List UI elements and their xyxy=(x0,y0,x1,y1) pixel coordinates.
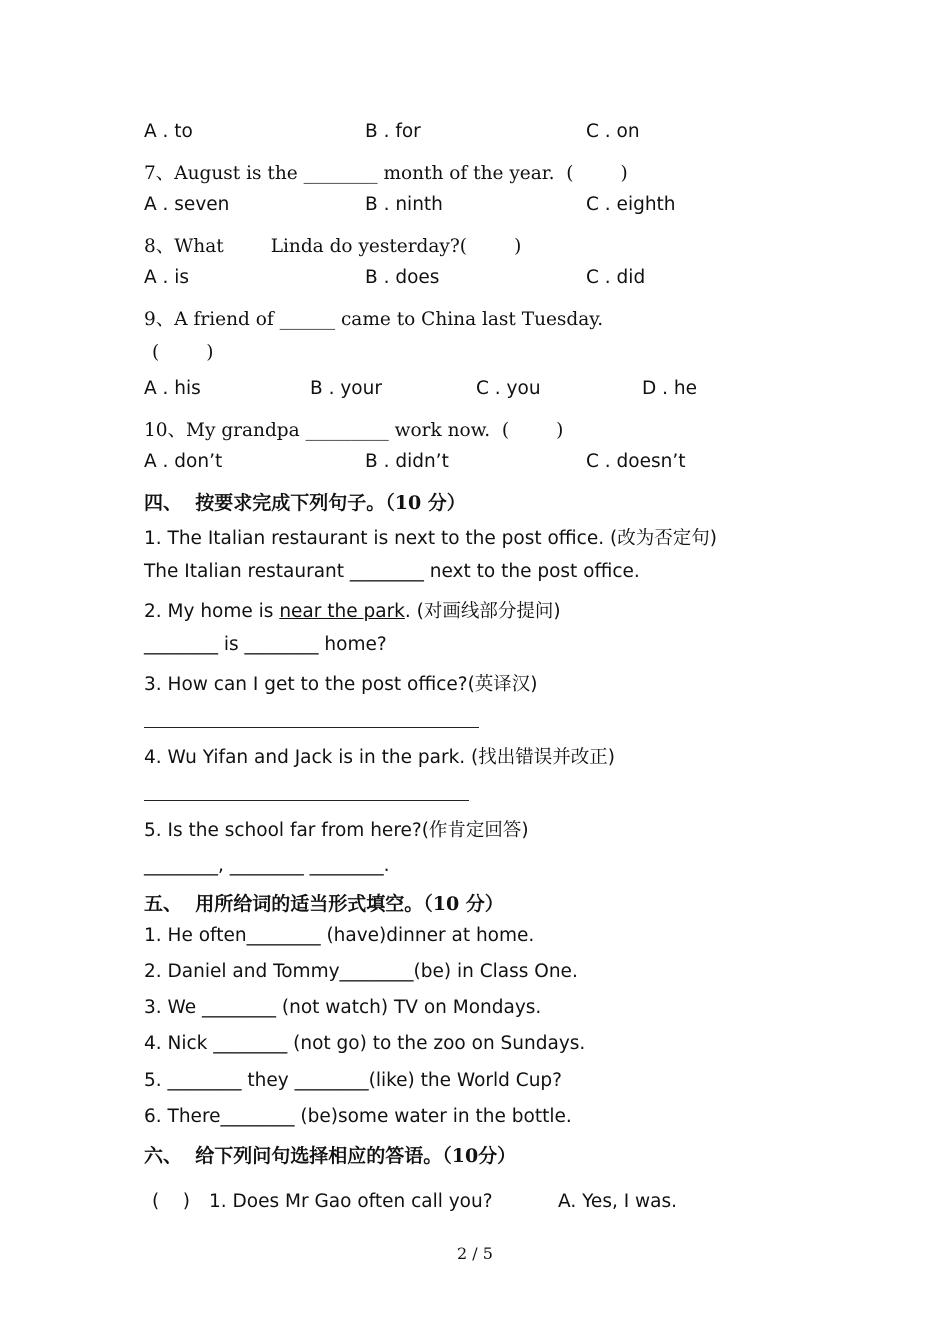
section5-item-4: 4. Nick ________ (not go) to the zoo on Sundays. xyxy=(144,1033,586,1054)
q7-option-b: B . ninth xyxy=(365,194,443,215)
section4-heading: 四、 按要求完成下列句子。（10 分） xyxy=(144,492,466,514)
q8-text: 8、What Linda do yesterday?( ) xyxy=(144,236,522,257)
section5-item-2: 2. Daniel and Tommy________(be) in Class One. xyxy=(144,961,578,982)
q10-option-c: C . doesn’t xyxy=(586,451,686,472)
section5-heading: 五、 用所给词的适当形式填空。（10 分） xyxy=(144,893,504,915)
q6-option-a: A . to xyxy=(144,121,193,142)
section4-s2 xyxy=(144,597,561,623)
section4-s2-answer: ________ is ________ home? xyxy=(144,634,387,655)
q9-text: 9、A friend of ______ came to China last Tuesday. xyxy=(144,309,604,330)
section4-s3: 3. How can I get to the post office?(英译汉) xyxy=(144,674,538,695)
q10-text: 10、My grandpa _________ work now. ( ) xyxy=(144,420,564,441)
q6-option-b: B . for xyxy=(365,121,421,142)
q9-option-c: C . you xyxy=(476,378,541,399)
section6-a1: A. Yes, I was. xyxy=(558,1191,678,1212)
section4-s3-answer-line xyxy=(144,727,479,728)
section4-s5: 5. Is the school far from here?(作肯定回答) xyxy=(144,820,529,841)
section6-paren: ( ) xyxy=(152,1191,190,1212)
section5-item-3: 3. We ________ (not watch) TV on Mondays. xyxy=(144,997,542,1018)
section6-heading: 六、 给下列问句选择相应的答语。（10分） xyxy=(144,1145,517,1167)
section4-s2-pre: 2. My home is xyxy=(144,601,280,622)
q7-text: 7、August is the ________ month of the year. ( ) xyxy=(144,163,628,184)
q8-option-c: C . did xyxy=(586,267,646,288)
section5-item-6: 6. There________ (be)some water in the bottle. xyxy=(144,1106,572,1127)
q6-option-c: C . on xyxy=(586,121,640,142)
section4-s4: 4. Wu Yifan and Jack is in the park. (找出错误并改正) xyxy=(144,747,615,768)
q8-option-a: A . is xyxy=(144,267,190,288)
section4-s1: 1. The Italian restaurant is next to the post office. (改为否定句) xyxy=(144,528,717,549)
section5-item-5: 5. ________ they ________(like) the World Cup? xyxy=(144,1070,562,1091)
q9-option-d: D . he xyxy=(642,378,697,399)
section4-s2-underlined: near the park xyxy=(279,601,405,622)
q10-option-a: A . don’t xyxy=(144,451,223,472)
section4-s4-answer-line xyxy=(144,800,469,801)
section5-item-1: 1. He often________ (have)dinner at home. xyxy=(144,925,535,946)
section4-s1-answer: The Italian restaurant ________ next to the post office. xyxy=(144,561,640,582)
page-number: 2 / 5 xyxy=(457,1244,493,1263)
section6-q1: 1. Does Mr Gao often call you? xyxy=(209,1191,493,1212)
q7-option-c: C . eighth xyxy=(586,194,676,215)
q9-paren: ( ) xyxy=(152,342,214,363)
section4-s5-answer: ________, ________ ________. xyxy=(144,855,390,876)
section4-s2-post: . (对画线部分提问) xyxy=(404,601,561,622)
q9-option-a: A . his xyxy=(144,378,201,399)
q8-option-b: B . does xyxy=(365,267,440,288)
q7-option-a: A . seven xyxy=(144,194,230,215)
q10-option-b: B . didn’t xyxy=(365,451,449,472)
q9-option-b: B . your xyxy=(310,378,382,399)
